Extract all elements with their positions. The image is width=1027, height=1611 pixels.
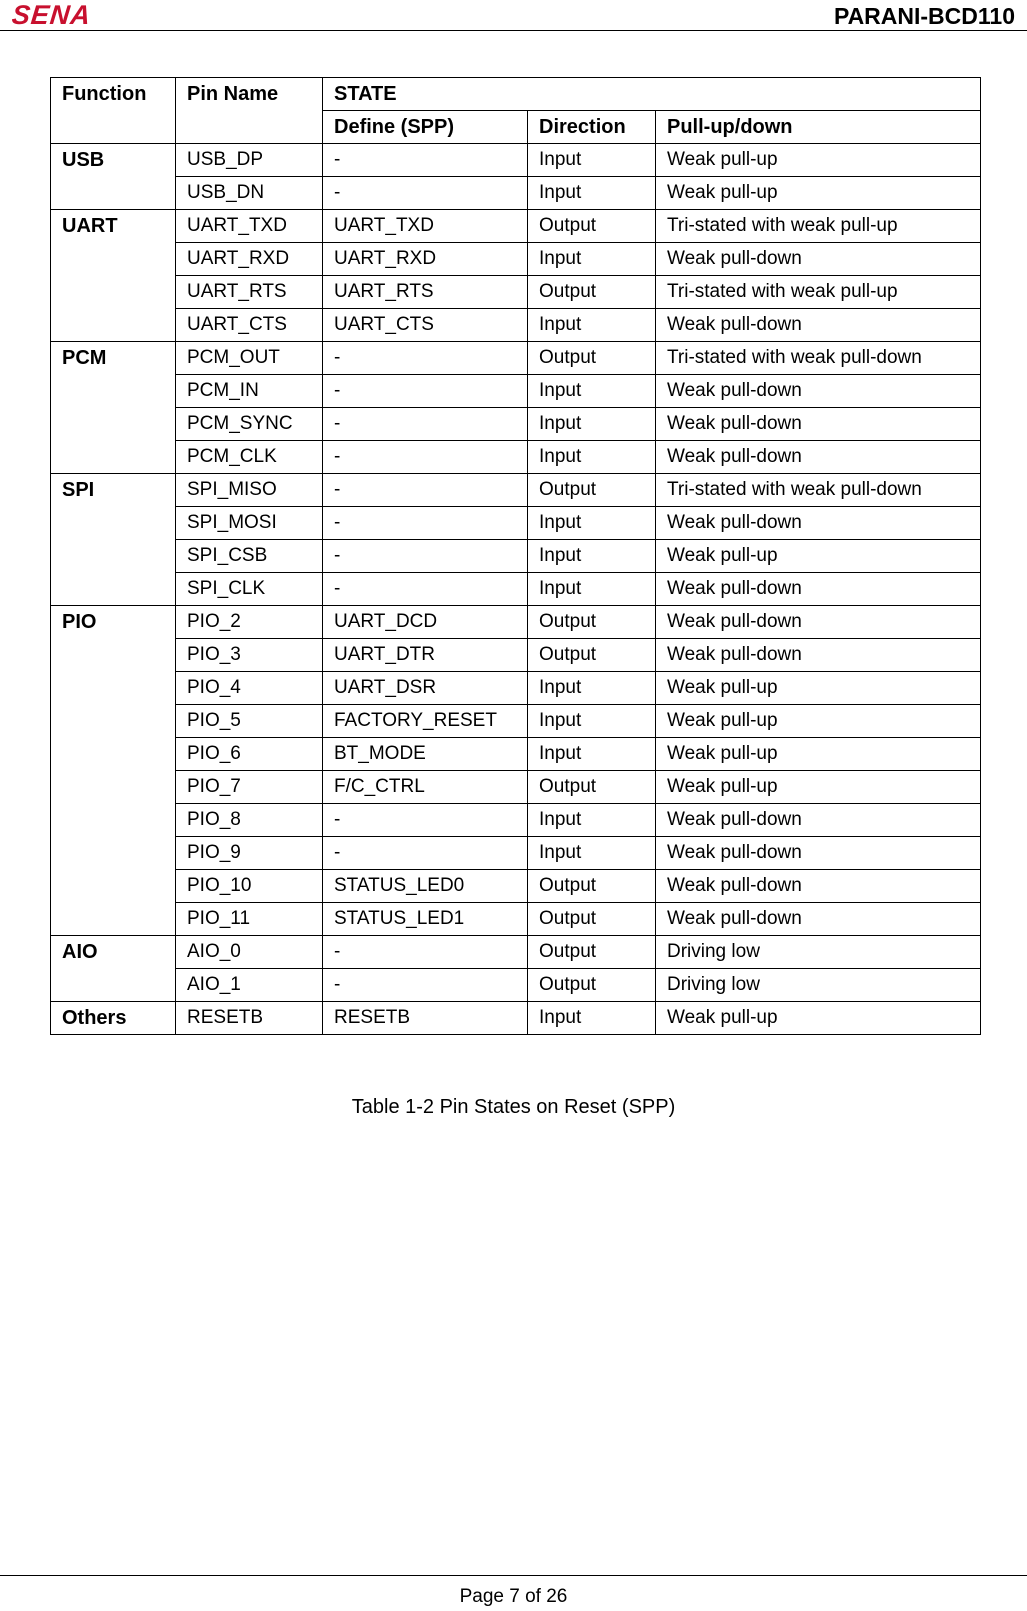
table-row — [51, 771, 981, 804]
table-header — [51, 78, 981, 144]
function-cell: PIO — [51, 606, 176, 936]
define-cell: UART_DTR — [323, 639, 528, 672]
direction-cell: Input — [528, 540, 656, 573]
define-cell: - — [323, 474, 528, 507]
pin-name-cell: PIO_10 — [176, 870, 323, 903]
pin-name-cell: PIO_9 — [176, 837, 323, 870]
table-row — [51, 342, 981, 375]
direction-cell: Input — [528, 243, 656, 276]
function-cell: PCM — [51, 342, 176, 474]
table-row — [51, 177, 981, 210]
direction-cell: Output — [528, 969, 656, 1002]
direction-cell: Input — [528, 375, 656, 408]
pull-cell: Driving low — [656, 936, 981, 969]
define-cell: - — [323, 837, 528, 870]
pull-cell: Weak pull-up — [656, 738, 981, 771]
direction-cell: Output — [528, 936, 656, 969]
pin-name-cell: PCM_SYNC — [176, 408, 323, 441]
table-row — [51, 474, 981, 507]
direction-cell: Input — [528, 1002, 656, 1035]
pull-cell: Tri-stated with weak pull-up — [656, 276, 981, 309]
define-cell: - — [323, 804, 528, 837]
pin-name-cell: UART_CTS — [176, 309, 323, 342]
table-row — [51, 210, 981, 243]
pull-cell: Weak pull-up — [656, 1002, 981, 1035]
pull-cell: Weak pull-up — [656, 144, 981, 177]
table-row — [51, 804, 981, 837]
table-row — [51, 870, 981, 903]
direction-cell: Output — [528, 903, 656, 936]
define-cell: - — [323, 540, 528, 573]
pin-name-cell: PCM_OUT — [176, 342, 323, 375]
define-cell: BT_MODE — [323, 738, 528, 771]
direction-cell: Input — [528, 441, 656, 474]
pull-cell: Weak pull-down — [656, 804, 981, 837]
direction-cell: Input — [528, 672, 656, 705]
direction-cell: Input — [528, 573, 656, 606]
direction-cell: Output — [528, 606, 656, 639]
page-number: Page 7 of 26 — [459, 1586, 568, 1607]
header-direction: Direction — [528, 111, 656, 144]
pull-cell: Weak pull-down — [656, 870, 981, 903]
pin-name-cell: PIO_2 — [176, 606, 323, 639]
header-rule — [0, 30, 1027, 31]
table-row — [51, 639, 981, 672]
pull-cell: Weak pull-down — [656, 309, 981, 342]
define-cell: - — [323, 177, 528, 210]
table-row — [51, 903, 981, 936]
direction-cell: Output — [528, 639, 656, 672]
header-state: STATE — [323, 78, 981, 111]
define-cell: - — [323, 375, 528, 408]
pull-cell: Weak pull-down — [656, 606, 981, 639]
pull-cell: Weak pull-up — [656, 177, 981, 210]
define-cell: STATUS_LED1 — [323, 903, 528, 936]
table-row — [51, 705, 981, 738]
direction-cell: Input — [528, 408, 656, 441]
pull-cell: Weak pull-down — [656, 375, 981, 408]
table-row — [51, 606, 981, 639]
pin-name-cell: SPI_MISO — [176, 474, 323, 507]
pin-name-cell: SPI_MOSI — [176, 507, 323, 540]
pull-cell: Weak pull-up — [656, 540, 981, 573]
direction-cell: Output — [528, 210, 656, 243]
table-row — [51, 837, 981, 870]
pull-cell: Weak pull-up — [656, 672, 981, 705]
define-cell: RESETB — [323, 1002, 528, 1035]
table-row — [51, 738, 981, 771]
pull-cell: Weak pull-down — [656, 408, 981, 441]
define-cell: UART_RTS — [323, 276, 528, 309]
direction-cell: Input — [528, 738, 656, 771]
pin-name-cell: USB_DN — [176, 177, 323, 210]
table-row — [51, 507, 981, 540]
pin-name-cell: PIO_8 — [176, 804, 323, 837]
pin-states-table — [50, 77, 981, 1035]
define-cell: - — [323, 441, 528, 474]
table-row — [51, 936, 981, 969]
pin-name-cell: PCM_CLK — [176, 441, 323, 474]
table-row — [51, 144, 981, 177]
pin-name-cell: PIO_4 — [176, 672, 323, 705]
define-cell: UART_RXD — [323, 243, 528, 276]
header-pin-name: Pin Name — [176, 78, 323, 144]
header-define: Define (SPP) — [323, 111, 528, 144]
define-cell: UART_DSR — [323, 672, 528, 705]
pull-cell: Weak pull-down — [656, 573, 981, 606]
header-pull: Pull-up/down — [656, 111, 981, 144]
pull-cell: Weak pull-down — [656, 903, 981, 936]
table-row — [51, 441, 981, 474]
pull-cell: Tri-stated with weak pull-up — [656, 210, 981, 243]
table-row — [51, 573, 981, 606]
table-row — [51, 1002, 981, 1035]
direction-cell: Input — [528, 144, 656, 177]
table-body — [51, 144, 981, 1035]
table-row — [51, 672, 981, 705]
table-row — [51, 309, 981, 342]
direction-cell: Input — [528, 309, 656, 342]
pin-name-cell: PIO_5 — [176, 705, 323, 738]
pin-name-cell: AIO_1 — [176, 969, 323, 1002]
define-cell: UART_CTS — [323, 309, 528, 342]
define-cell: STATUS_LED0 — [323, 870, 528, 903]
pin-name-cell: RESETB — [176, 1002, 323, 1035]
pin-name-cell: SPI_CLK — [176, 573, 323, 606]
define-cell: F/C_CTRL — [323, 771, 528, 804]
define-cell: - — [323, 342, 528, 375]
direction-cell: Input — [528, 705, 656, 738]
function-cell: AIO — [51, 936, 176, 1002]
pin-name-cell: PIO_7 — [176, 771, 323, 804]
pull-cell: Weak pull-down — [656, 507, 981, 540]
define-cell: - — [323, 969, 528, 1002]
define-cell: UART_TXD — [323, 210, 528, 243]
define-cell: FACTORY_RESET — [323, 705, 528, 738]
direction-cell: Output — [528, 771, 656, 804]
direction-cell: Output — [528, 870, 656, 903]
sena-logo: SENA — [10, 0, 93, 30]
define-cell: - — [323, 573, 528, 606]
direction-cell: Output — [528, 474, 656, 507]
direction-cell: Input — [528, 177, 656, 210]
pin-name-cell: USB_DP — [176, 144, 323, 177]
table-row — [51, 375, 981, 408]
pin-name-cell: UART_RTS — [176, 276, 323, 309]
pin-name-cell: AIO_0 — [176, 936, 323, 969]
direction-cell: Input — [528, 837, 656, 870]
pull-cell: Tri-stated with weak pull-down — [656, 474, 981, 507]
define-cell: - — [323, 936, 528, 969]
direction-cell: Output — [528, 342, 656, 375]
pull-cell: Driving low — [656, 969, 981, 1002]
define-cell: UART_DCD — [323, 606, 528, 639]
table-row — [51, 243, 981, 276]
pull-cell: Weak pull-up — [656, 771, 981, 804]
direction-cell: Input — [528, 804, 656, 837]
pin-name-cell: UART_RXD — [176, 243, 323, 276]
pull-cell: Weak pull-up — [656, 705, 981, 738]
table-caption: Table 1-2 Pin States on Reset (SPP) — [351, 1096, 676, 1118]
direction-cell: Output — [528, 276, 656, 309]
pin-name-cell: PIO_3 — [176, 639, 323, 672]
function-cell: USB — [51, 144, 176, 210]
define-cell: - — [323, 507, 528, 540]
table-row — [51, 969, 981, 1002]
pull-cell: Weak pull-down — [656, 837, 981, 870]
pin-name-cell: UART_TXD — [176, 210, 323, 243]
header-function: Function — [51, 78, 176, 144]
function-cell: UART — [51, 210, 176, 342]
direction-cell: Input — [528, 507, 656, 540]
pull-cell: Weak pull-down — [656, 243, 981, 276]
pin-name-cell: PIO_11 — [176, 903, 323, 936]
define-cell: - — [323, 144, 528, 177]
pin-name-cell: PCM_IN — [176, 375, 323, 408]
pin-name-cell: PIO_6 — [176, 738, 323, 771]
table-row — [51, 276, 981, 309]
function-cell: Others — [51, 1002, 176, 1035]
pin-name-cell: SPI_CSB — [176, 540, 323, 573]
function-cell: SPI — [51, 474, 176, 606]
footer-rule — [0, 1575, 1027, 1576]
pull-cell: Weak pull-down — [656, 639, 981, 672]
pull-cell: Weak pull-down — [656, 441, 981, 474]
table-row — [51, 540, 981, 573]
define-cell: - — [323, 408, 528, 441]
pull-cell: Tri-stated with weak pull-down — [656, 342, 981, 375]
document-title: PARANI-BCD110 — [833, 3, 1015, 29]
table-row — [51, 408, 981, 441]
